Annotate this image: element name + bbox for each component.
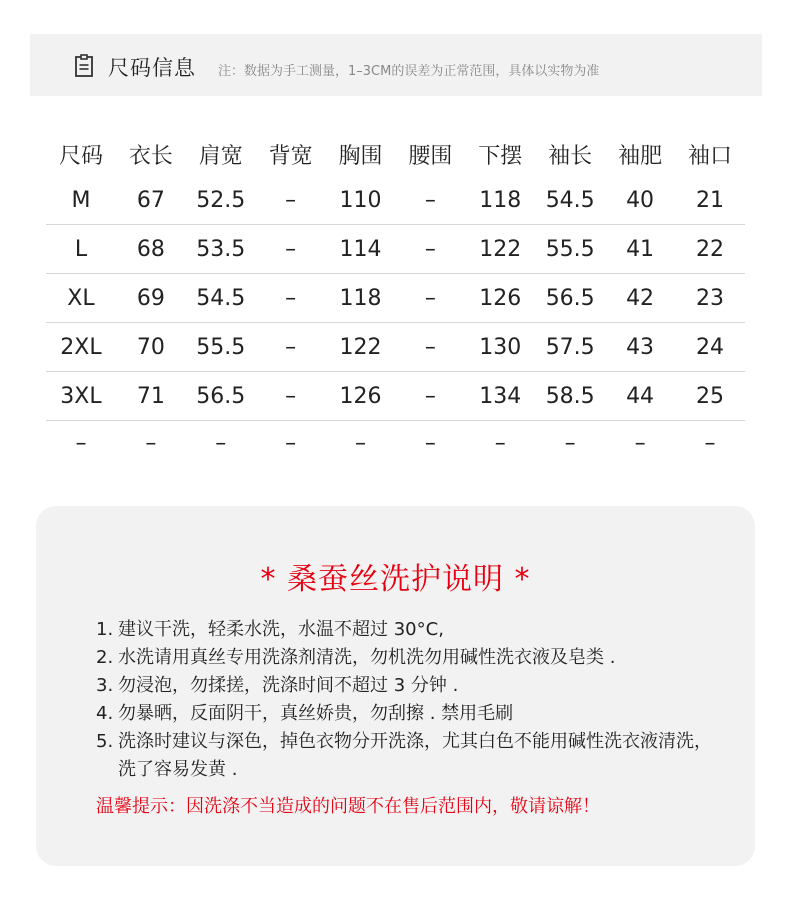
table-cell: –	[75, 430, 87, 456]
table-row	[46, 225, 745, 274]
table-cell: 110	[339, 188, 382, 213]
table-cell: 118	[326, 274, 396, 323]
care-item-text: 建议干洗，轻柔水洗，水温不超过 30°C,	[118, 619, 444, 640]
table-cell: 52.5	[196, 188, 246, 213]
table-cell: –	[145, 430, 157, 456]
care-instructions-panel	[36, 506, 755, 866]
table-row	[46, 421, 745, 466]
care-item	[96, 672, 716, 700]
size-info-header	[30, 34, 762, 96]
care-item-text: 水洗请用真丝专用洗涤剂清洗，勿机洗勿用碱性洗衣液及皂类 .	[118, 647, 616, 668]
column-header: 胸围	[338, 143, 383, 169]
table-cell: XL	[46, 274, 116, 323]
table-cell: –	[395, 372, 465, 421]
table-cell: 70	[116, 323, 186, 372]
column-header: 袖肥	[618, 143, 663, 169]
table-cell: 25	[675, 372, 745, 421]
table-cell: –	[285, 188, 297, 213]
table-cell: –	[285, 430, 297, 456]
table-cell: –	[395, 225, 465, 274]
table-cell: 134	[465, 372, 535, 421]
table-cell: –	[256, 372, 326, 421]
table-cell: 126	[465, 274, 535, 323]
table-cell: 3XL	[46, 372, 116, 421]
table-cell: 130	[465, 323, 535, 372]
care-item	[96, 616, 716, 644]
table-row	[46, 323, 745, 372]
care-title: * 桑蚕丝洗护说明 *	[260, 562, 531, 597]
table-cell: 126	[326, 372, 396, 421]
table-cell: 2XL	[46, 323, 116, 372]
table-cell: 54.5	[186, 274, 256, 323]
table-cell: –	[395, 274, 465, 323]
table-cell: 42	[605, 274, 675, 323]
table-cell: 24	[675, 323, 745, 372]
table-cell: 114	[326, 225, 396, 274]
table-cell: –	[355, 430, 366, 456]
column-header: 下摆	[478, 143, 523, 169]
table-cell: 122	[465, 225, 535, 274]
table-cell: 44	[605, 372, 675, 421]
table-cell: –	[256, 274, 326, 323]
warning-note: 温馨提示：因洗涤不当造成的问题不在售后范围内，敬请谅解！	[96, 796, 600, 817]
table-cell: 58.5	[535, 372, 605, 421]
table-cell: 55.5	[535, 225, 605, 274]
table-row	[46, 274, 745, 323]
care-item-text: 勿浸泡，勿揉搓，洗涤时间不超过 3 分钟 .	[118, 675, 459, 696]
table-row	[46, 372, 745, 421]
table-cell: –	[424, 188, 436, 213]
table-cell: 54.5	[545, 188, 595, 213]
table-cell: 21	[696, 188, 724, 213]
size-table	[46, 131, 745, 465]
column-header: 肩宽	[198, 143, 243, 169]
care-item-number: 4.	[96, 703, 114, 724]
table-cell: 71	[116, 372, 186, 421]
table-row	[46, 177, 745, 225]
care-item-number: 5.	[96, 731, 114, 752]
care-item	[96, 700, 716, 728]
table-cell: 57.5	[535, 323, 605, 372]
table-cell: 43	[605, 323, 675, 372]
table-cell: –	[494, 430, 506, 456]
care-item	[96, 644, 716, 672]
column-header: 衣长	[128, 143, 173, 169]
table-cell: 118	[479, 188, 522, 213]
column-header: 尺码	[58, 143, 103, 169]
table-cell: 69	[116, 274, 186, 323]
column-header: 袖口	[688, 143, 733, 169]
table-cell: –	[256, 225, 326, 274]
section-title: 尺码信息	[108, 56, 196, 80]
table-cell: –	[395, 323, 465, 372]
table-cell: 40	[626, 188, 655, 213]
table-cell: 56.5	[186, 372, 256, 421]
table-cell: 122	[326, 323, 396, 372]
table-cell: –	[704, 430, 716, 456]
table-cell: 22	[675, 225, 745, 274]
column-header: 袖长	[548, 143, 593, 169]
table-cell: 41	[605, 225, 675, 274]
column-header: 背宽	[268, 143, 313, 169]
table-cell: –	[215, 430, 227, 456]
table-cell: 23	[675, 274, 745, 323]
care-item-text: 勿暴晒，反面阴干，真丝娇贵，勿刮擦 . 禁用毛刷	[118, 703, 514, 724]
table-cell: 68	[116, 225, 186, 274]
table-cell: 56.5	[535, 274, 605, 323]
care-item-number: 3.	[96, 675, 114, 696]
table-cell: 67	[136, 188, 165, 213]
table-cell: –	[634, 430, 646, 456]
table-header-row	[46, 131, 745, 177]
care-item-text: 洗涤时建议与深色，掉色衣物分开洗涤，尤其白色不能用碱性洗衣液清洗，洗了容易发黄 .	[118, 731, 712, 780]
column-header: 腰围	[408, 143, 453, 169]
care-list	[96, 616, 716, 784]
care-item	[96, 728, 716, 784]
table-cell: –	[564, 430, 576, 456]
table-cell: –	[256, 323, 326, 372]
care-item-number: 2.	[96, 647, 114, 668]
table-cell: L	[46, 225, 116, 274]
table-cell: –	[424, 430, 436, 456]
care-item-number: 1.	[96, 619, 114, 640]
table-cell: 55.5	[186, 323, 256, 372]
measurement-note: 注：数据为手工测量，1–3CM的误差为正常范围，具体以实物为准	[218, 64, 600, 79]
document-list-icon	[74, 54, 94, 78]
table-cell: M	[71, 188, 91, 213]
table-cell: 53.5	[186, 225, 256, 274]
